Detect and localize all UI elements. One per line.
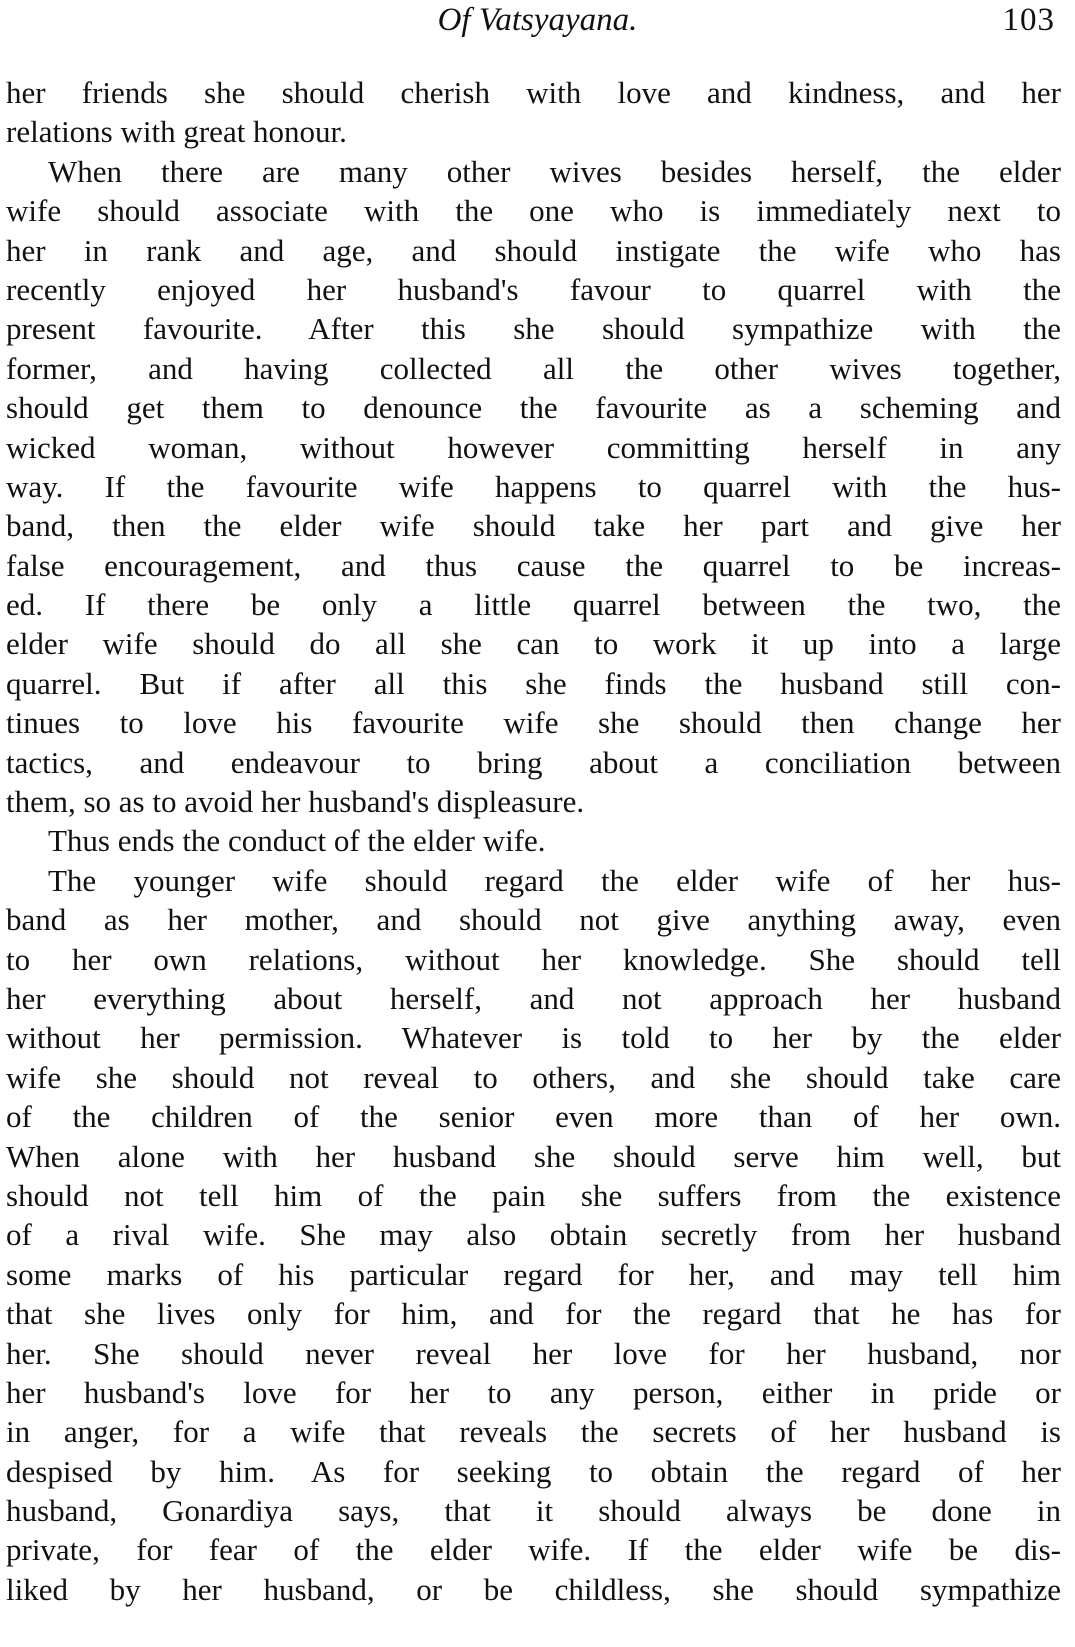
text-line: private, for fear of the elder wife. If the elder wife be dis- bbox=[6, 1532, 1061, 1568]
text-line: ed. If there be only a little quarrel between the two, the bbox=[6, 587, 1061, 623]
text-line: them, so as to avoid her husband's displeasure. bbox=[6, 784, 585, 820]
text-line: way. If the favourite wife happens to quarrel with the hus- bbox=[6, 468, 1061, 504]
text-line: When there are many other wives besides herself, the elder bbox=[48, 153, 1061, 189]
text-line: of the children of the senior even more than of her own. bbox=[6, 1099, 1061, 1135]
text-line: relations with great honour. bbox=[6, 114, 347, 150]
text-line: tinues to love his favourite wife she should then change her bbox=[6, 705, 1061, 741]
text-line: in anger, for a wife that reveals the secrets of her husband is bbox=[6, 1414, 1061, 1450]
text-line: her in rank and age, and should instigate the wife who has bbox=[6, 232, 1061, 268]
text-line: her. She should never reveal her love for her husband, nor bbox=[6, 1335, 1061, 1371]
body-text bbox=[6, 73, 1061, 1609]
text-line: false encouragement, and thus cause the quarrel to be increas- bbox=[6, 547, 1061, 583]
text-line: her everything about herself, and not approach her husband bbox=[6, 980, 1061, 1016]
text-line: recently enjoyed her husband's favour to quarrel with the bbox=[6, 271, 1061, 307]
text-line: wife she should not reveal to others, and she should take care bbox=[6, 1059, 1061, 1095]
text-line: quarrel. But if after all this she finds the husband still con- bbox=[6, 665, 1061, 701]
text-line: to her own relations, without her knowledge. She should tell bbox=[6, 941, 1061, 977]
text-line: without her permission. Whatever is told to her by the elder bbox=[6, 1020, 1061, 1056]
text-line: Thus ends the conduct of the elder wife. bbox=[48, 823, 546, 859]
running-title: Of Vatsyayana. bbox=[437, 2, 638, 38]
text-line: former, and having collected all the other wives together, bbox=[6, 350, 1061, 386]
text-line: her friends she should cherish with love and kindness, and her bbox=[6, 75, 1061, 110]
page-number: 103 bbox=[1002, 2, 1055, 38]
text-line: despised by him. As for seeking to obtain the regard of her bbox=[6, 1453, 1061, 1489]
text-line: wicked woman, without however committing herself in any bbox=[6, 429, 1061, 465]
text-line: tactics, and endeavour to bring about a conciliation between bbox=[6, 744, 1061, 780]
text-line: her husband's love for her to any person, either in pride or bbox=[6, 1374, 1061, 1410]
text-line: should get them to denounce the favourite as a scheming and bbox=[6, 390, 1061, 426]
text-line: elder wife should do all she can to work it up into a large bbox=[6, 626, 1061, 662]
text-line: band, then the elder wife should take her part and give her bbox=[6, 508, 1061, 544]
text-line: husband, Gonardiya says, that it should always be done in bbox=[6, 1493, 1061, 1529]
text-line: that she lives only for him, and for the regard that he has for bbox=[6, 1296, 1061, 1332]
text-line: band as her mother, and should not give anything away, even bbox=[6, 902, 1061, 938]
text-line: present favourite. After this she should sympathize with the bbox=[6, 311, 1061, 347]
text-line: wife should associate with the one who is immediately next to bbox=[6, 193, 1061, 229]
text-line: liked by her husband, or be childless, she should sympathize bbox=[6, 1571, 1061, 1607]
text-line: of a rival wife. She may also obtain secretly from her husband bbox=[6, 1217, 1061, 1253]
text-line: When alone with her husband she should serve him well, but bbox=[6, 1138, 1061, 1174]
text-line: The younger wife should regard the elder wife of her hus- bbox=[48, 862, 1061, 898]
text-line: some marks of his particular regard for her, and may tell him bbox=[6, 1256, 1061, 1292]
text-line: should not tell him of the pain she suffers from the existence bbox=[6, 1177, 1061, 1213]
running-head bbox=[0, 0, 1075, 50]
